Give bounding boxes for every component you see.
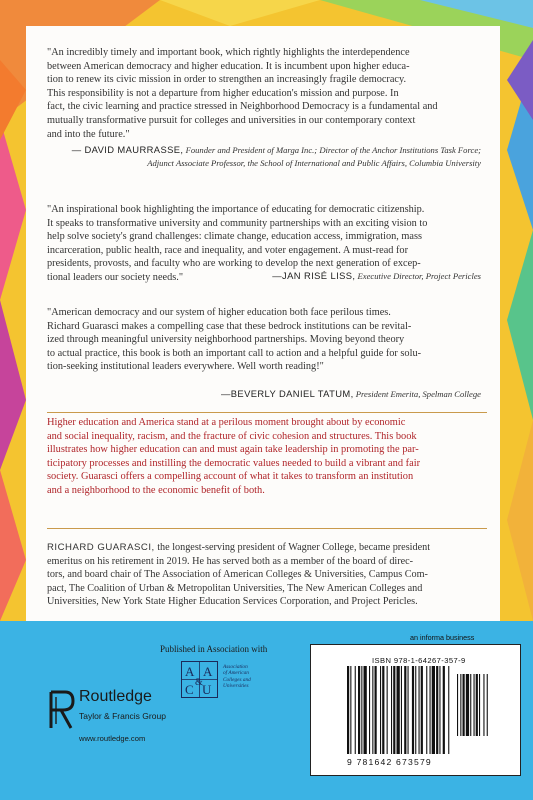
quote-line: between American democracy and higher education. It is incumbent upon higher educa- xyxy=(47,60,410,72)
quote-line: help solve society's grand challenges: climate change, education access, immigration, mass xyxy=(47,231,422,243)
quote-author-title: Founder and President of Marga Inc.; Director of the Anchor Institutions Task Force; xyxy=(185,145,481,155)
informa-tagline: an informa business xyxy=(410,633,475,642)
quote-line: fact, the civic learning and practice stressed in Neighborhood Democracy is a fundamental and xyxy=(47,101,438,113)
attribution-liss xyxy=(251,270,481,283)
book-description xyxy=(47,416,487,498)
aacu-name-line: Colleges and xyxy=(223,676,251,683)
quote-author-title: Executive Director, Project Pericles xyxy=(357,271,481,281)
divider-rule xyxy=(47,528,487,529)
description-line: and a neighborhood to the economic benefit of both. xyxy=(47,484,265,496)
routledge-name: Routledge xyxy=(79,688,152,705)
aacu-name-line: Universities xyxy=(223,682,249,689)
routledge-group: Taylor & Francis Group xyxy=(79,711,166,721)
quote-line: mutually transformative pursuit for colleges and universities in our contemporary context xyxy=(47,114,416,126)
isbn-text: ISBN 978-1-64267-357-9 xyxy=(372,656,466,665)
aacu-name-line: of American xyxy=(223,670,249,677)
quote-author-name: —JAN RISÉ LISS, xyxy=(272,270,356,281)
bio-author-name: RICHARD GUARASCI, xyxy=(47,542,155,553)
barcode-digits: 9 781642 673579 xyxy=(347,757,432,767)
quote-author-name: — DAVID MAURRASSE, xyxy=(71,144,184,155)
routledge-logo-mark xyxy=(47,690,75,730)
quote-line: incarceration, public health, race and inequality, and voter engagement. A must-read for xyxy=(47,244,409,256)
quote-author-title: Adjunct Associate Professor, the School of International and Public Affairs, Columbia University xyxy=(147,157,481,168)
quote-author-title: President Emerita, Spelman College xyxy=(355,389,481,399)
quote-maurrasse xyxy=(47,46,487,141)
bio-line: tors, and board chair of The Association of American Colleges & Universities, Campus Com- xyxy=(47,569,428,581)
description-line: and social inequality, racism, and the fracture of civic cohesion and structures. This book xyxy=(47,430,417,442)
attribution-tatum xyxy=(181,388,481,401)
svg-text:A: A xyxy=(203,664,213,679)
bio-line: the longest-serving president of Wagner College, became president xyxy=(157,542,431,553)
svg-text:A: A xyxy=(185,664,195,679)
description-line: Higher education and America stand at a perilous moment brought about by economic xyxy=(47,417,406,428)
quote-line: tion-seeking institutional leaders everywhere. Well worth reading!" xyxy=(47,361,324,373)
aacu-name-line: Association xyxy=(223,664,248,670)
quote-line: "An incredibly timely and important book, which rightly highlights the interdependence xyxy=(47,47,410,58)
author-bio xyxy=(47,541,487,609)
quote-line: "American democracy and our system of higher education both face perilous times. xyxy=(47,307,391,318)
published-in-association-label: Published in Association with xyxy=(160,644,268,654)
quote-line: It speaks to transformative university and community partnerships with an exciting vision to xyxy=(47,217,428,229)
quote-line: This responsibility is not a departure from higher education's mission and purpose. In xyxy=(47,87,399,99)
quote-tatum xyxy=(47,306,487,374)
barcode xyxy=(345,666,497,754)
quote-author-name: —BEVERLY DANIEL TATUM, xyxy=(220,388,354,399)
quote-line: and into the future." xyxy=(47,128,130,140)
quote-line: Richard Guarasci makes a compelling case that these bedrock institutions can be revital- xyxy=(47,320,412,332)
svg-text:U: U xyxy=(202,682,212,697)
aacu-logo xyxy=(181,661,218,698)
quote-line-text: tional leaders our society needs." xyxy=(47,271,184,283)
routledge-url: www.routledge.com xyxy=(79,734,146,743)
svg-text:C: C xyxy=(185,682,194,697)
aacu-name xyxy=(223,664,251,689)
bio-line: emeritus on his retirement in 2019. He has served both as a member of the board of direc- xyxy=(47,555,414,567)
bio-line: pact, The Coalition of Urban & Metropolitan Universities, The New American Colleges and xyxy=(47,582,423,594)
bio-line: Universities, New York State Higher Education Services Corporation, and Project Pericles. xyxy=(47,596,418,608)
description-line: ticipatory processes and instilling the democratic values needed to build a vibrant and fair xyxy=(47,457,421,469)
quote-line: "An inspirational book highlighting the importance of educating for democratic citizenship. xyxy=(47,204,425,215)
quote-line: tion to renew its civic mission in order to strengthen an increasingly fragile democracy. xyxy=(47,74,407,86)
quote-line: to actual practice, this book is both an important call to action and a helpful guide for solu- xyxy=(47,347,422,359)
attribution-maurrasse xyxy=(51,144,481,169)
svg-text:&: & xyxy=(195,677,203,688)
quote-line: ized through meaningful university neighborhood partnerships. Moving beyond theory xyxy=(47,334,405,346)
divider-rule xyxy=(47,412,487,413)
description-line: illustrates how higher education can and must again take leadership in promoting the par- xyxy=(47,444,419,456)
quote-line: presidents, provosts, and faculty who are working to develop the next generation of excep- xyxy=(47,258,421,270)
description-line: society. Guarasci offers a compelling account of what it takes to transform an institution xyxy=(47,471,414,483)
